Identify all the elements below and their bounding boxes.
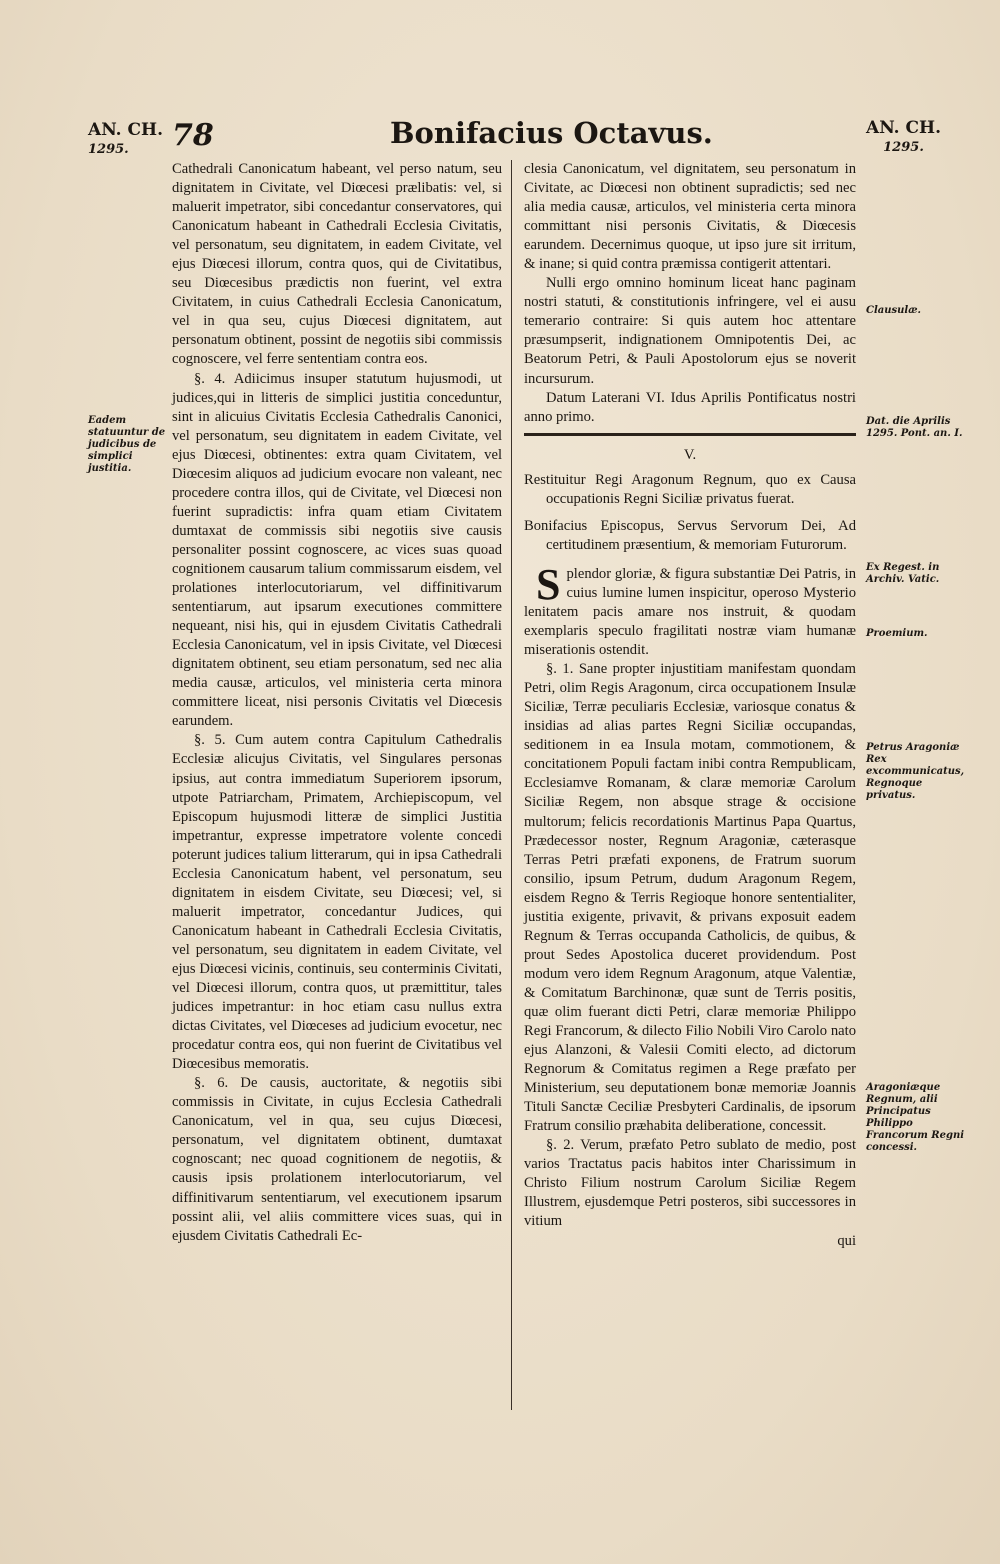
left-paragraph: Cathedrali Canonicatum habeant, vel perso natum, seu dignitatem in Civitate, vel Diœcesi prælibatis: vel, si maluerit impetrator, sibi concedantur conservatores, qui Canonicatum habeant in Cathedrali Ecclesia Civitatis, vel personatum, seu dignitatem, in eadem Civitate, vel ejus Diœcesi illorum, contra quos, qui de Civitatibus, seu Diœcesibus prædictis non fuerint, vel extra Civitatem, in cuius Cathedrali Ecclesia Canonicatum, vel in qua seu, cujus Diœcesi dignitatem, aut personatum obtinent, possint de negotiis sibi commissis cognoscere, vel ferre sententiam contra eos. xyxy=(172,161,502,368)
right-column xyxy=(524,160,856,1251)
header-right xyxy=(866,118,941,158)
header-right-year: 1295. xyxy=(883,140,924,155)
right-paragraph: clesia Canonicatum, vel dignitatem, seu personatum in Civitate, ac Diœcesi non obtinent supradictis; sed nec alia media causæ, articulos, vel ministeria certa minora committant nisi personis Civitatis, & Diœcesis earundem. Decernimus quoque, ut ipso jure sit irritum, & inane; si quid contra præmissa contigerit attentari. xyxy=(524,161,856,273)
proemium xyxy=(524,559,856,660)
section-rule xyxy=(524,433,856,436)
dating-clause: Datum Laterani VI. Idus Aprilis Pontificatus nostri anno primo. xyxy=(524,389,856,425)
salutation: Bonifacius Episcopus, Servus Servorum Dei, Ad certitudinem præsentium, & memoriam Futurorum. xyxy=(524,517,856,553)
margin-note-aragonia: Aragoniæque Regnum, alii Principatus Philippo Francorum Regni concessi. xyxy=(866,1082,965,1153)
page-number: 78 xyxy=(172,118,214,153)
margin-note-date: Dat. die Aprilis 1295. Pont. an. I. xyxy=(866,416,963,439)
margin-note-clausulae: Clausulæ. xyxy=(866,305,922,316)
drop-cap: S xyxy=(536,559,561,609)
column-divider xyxy=(511,160,512,1410)
header-left-label: AN. CH. xyxy=(88,120,163,140)
left-paragraph-section-6: §. 6. De causis, auctoritate, & negotiis sibi commissis in Civitate, in cujus Ecclesia Cathedrali Canonicatum, vel in qua, seu cujus Diœcesi, personatum, vel dignitatem obtinent, dumtaxat cognoscant; nec quoad cognitionem de negotiis, & causis ipsis prolationem interlocutoriarum, vel diffinitivarum sententiarum, vel executionem ipsarum possint alii, vel aliis committere vices suas, qui in ejusdem Civitatis Cathedrali Ec- xyxy=(172,1075,502,1244)
right-paragraph-section-2: §. 2. Verum, præfato Petro sublato de medio, post varios Tractatus pacis habitos inter Charissimum in Christo Filium nostrum Carolum Siciliæ Regem Illustrem, ejusdemque Petri posteros, sibi successores in vitium xyxy=(524,1137,856,1230)
margin-note-left: Eadem statuuntur de judicibus de simplici justitia. xyxy=(88,415,166,474)
catchword: qui xyxy=(837,1232,856,1249)
left-column xyxy=(172,160,502,1246)
header-left-year: 1295. xyxy=(88,142,129,157)
running-head: Bonifacius Octavus. xyxy=(390,116,713,150)
margin-note-proemium: Proemium. xyxy=(866,628,928,639)
header-right-label: AN. CH. xyxy=(866,118,941,138)
left-paragraph-section-4: §. 4. Adiicimus insuper statutum hujusmodi, ut judices,qui in litteris de simplici justitia conceduntur, sint in alicuius Civitatis Ecclesia Cathedralis Canonici, vel personatum, seu dignitatem in eadem Civitate, vel ejus Diœcesi, obtinentes: extra quam Civitatem, vel Diœcesim aliquos ad judicium evocare non valeant, nec procedere contra illos, qui de Civitate, vel Diœcesi non fuerint supradictis: infra quam etiam Civitatem dumtaxat de commissis sibi negotiis sive causis personaliter possint cognoscere, ac vices suas quoad cognitionem causarum talium commissarum eisdem, vel prolationes interlocutoriarum, vel diffinitivarum sententiarum, aut ipsarum executiones committere nequeant, nisi his, qui in ejusdem Civitatis Cathedrali Ecclesia Canonicatum, vel in ipsis Civitate, vel Diœcesi dignitatem obtinent, seu etiam personatum, sed nec alia media causæ, articulos, vel ministeria certa minora committere liceat, nisi personis Civitatis vel Diœcesis earundem. xyxy=(172,370,502,730)
proemium-text: plendor gloriæ, & figura substantiæ Dei Patris, in cuius lumine lumen inspicitur, operoso Mysterio lenitatem pacis amare nos instruit, & quodam exemplaris speculo fragilitati nostræ viam humanæ miserationis ostendit. xyxy=(524,565,856,659)
margin-note-source: Ex Regest. in Archiv. Vatic. xyxy=(866,562,940,585)
margin-note-petrus: Petrus Aragoniæ Rex excommunicatus, Regnoque privatus. xyxy=(866,742,965,801)
section-summary: Restituitur Regi Aragonum Regnum, quo ex Causa occupationis Regni Siciliæ privatus fuerat. xyxy=(524,471,856,507)
sanction-clause: Nulli ergo omnino hominum liceat hanc paginam nostri statuti, & constitutionis infringere, vel ei ausu temerario contraire: Si quis autem hoc attentare præsumpserit, indignationem Omnipotentis Dei, ac Beatorum Petri, & Pauli Apostolorum ejus se noverit incursurum. xyxy=(524,275,856,387)
header-left xyxy=(88,120,163,160)
right-paragraph-section-1: §. 1. Sane propter injustitiam manifestam quondam Petri, olim Regis Aragonum, circa occupationem Insulæ Siciliæ, Terræ peculiaris Ecclesiæ, variosque conatus & insidias ad alias partes Regni Siciliæ occupandas, seditionem in ea Insula motam, commotionem, & concitationem Populi factam inibi contra Rempublicam, Ecclesiamve Romanam, & claræ memoriæ Carolum Siciliæ Regem, non absque strage & occisione multorum; felicis recordationis Martinus Papa Quartus, Prædecessor noster, Regnum Aragoniæ, cæterasque Terras Petri præfati exponens, de Fratrum suorum consilio, ipsum Petrum, dudum Aragonum Regem, eisdem Regno & Terris Regioque honore sententialiter, justitia exigente, privavit, & privans exposuit eadem Regnum & Terras occupanda Catholicis, de quibus, & prout Sedes Apostolica duceret providendum. Post modum vero idem Regnum Aragonum, atque Valentiæ, & Comitatum Barchinonæ, quæ sunt de Terris positis, quæ olim fuerant dicti Petri, claræ memoriæ Philippo Regi Francorum, & dilecto Filio Nobili Viro Carolo nato ejus Alanzoni, & Valesii Comiti electo, ad dictorum Regnorum & Comitatus regimen a Rege præfato per Ministerium, seu deputationem bonæ memoriæ Joannis Tituli Sanctæ Ceciliæ Presbyteri Cardinalis, de ipsorum Fratrum consilio præhabita deliberatione, concessit. xyxy=(524,661,856,1135)
left-paragraph-section-5: §. 5. Cum autem contra Capitulum Cathedralis Ecclesiæ alicujus Civitatis, vel Singulares personas ipsius, aut contra immediatum Superiorem ipsorum, utpote Patriarcham, Primatem, Archiepiscopum, vel Episcopum hujusmodi litteræ de simplici Justitia impetrantur, expresse impetratore volente concedi poterunt judices talium litterarum, qui in ipsa Cathedrali Ecclesia Canonicatum habent, vel personatum, seu dignitatem in eisdem Civitate, seu Diœcesi; vel, si maluerit impetrator, concedantur Judices, qui Canonicatum habeant in Cathedrali Ecclesia Civitatis, vel personatum, seu dignitatem in eadem Civitate, vel ejus Diœcesi vicinis, continuis, seu conterminis Civitati, vel Diœcesi illorum, contra quos, ut præmittitur, tales judices impetrantur: in hoc etiam casu nullus extra dictas Civitates, vel Diœceses ad judicium evocetur, nec procedatur contra eos, qui non fuerint de Civitatibus vel Diœcesibus memoratis. xyxy=(172,732,502,1073)
section-number: V. xyxy=(683,446,697,463)
